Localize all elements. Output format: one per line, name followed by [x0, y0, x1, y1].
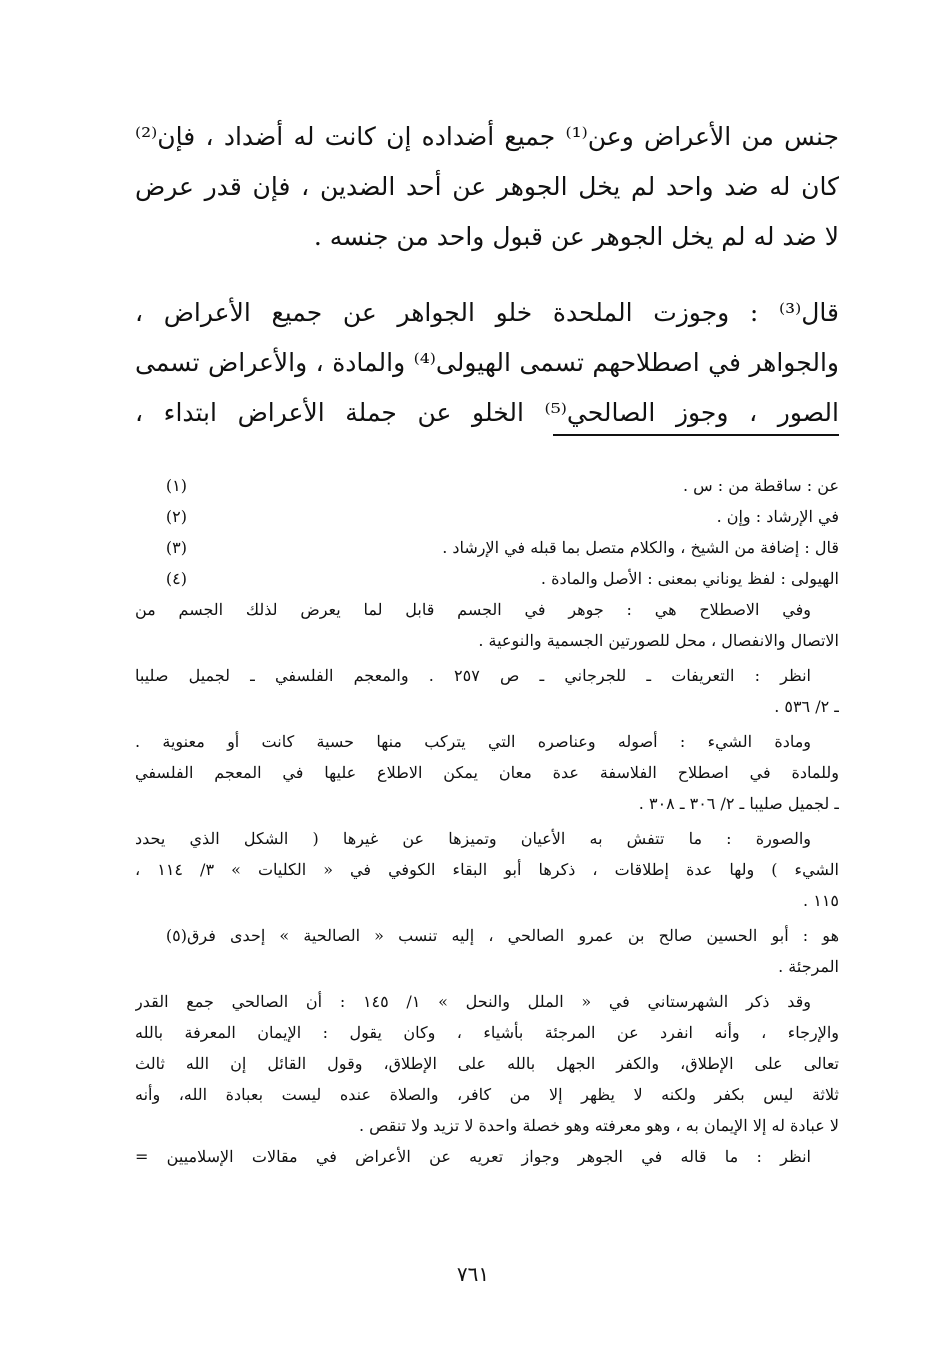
- footnote-4-paragraph: [135, 823, 839, 916]
- main-paragraph-1: [135, 112, 839, 262]
- footnote-text: في الإرشاد : وإن .: [716, 507, 839, 526]
- main-paragraph-2: [135, 288, 839, 438]
- footnote-line: ـ لجميل صليبا ـ ٢/ ٣٠٦ ـ ٣٠٨ .: [638, 794, 839, 813]
- footnote-separator: [553, 434, 839, 436]
- footnote-line: الشيء ) ولها عدة إطلاقات ، ذكرها أبو البقاء الكوفي في « الكليات » ٣/ ١١٤ ،: [135, 860, 839, 879]
- footnote-line: لا عبادة له إلا الإيمان به ، وهو معرفته وهو خصلة واحدة لا تزيد ولا تنقص .: [358, 1116, 839, 1135]
- footnote-number: (٣): [165, 538, 187, 557]
- main-text: [135, 112, 839, 438]
- footnote-line: المرجئة .: [778, 957, 839, 976]
- footnote-4-paragraph: [135, 660, 839, 722]
- footnote-number: (٢): [165, 507, 187, 526]
- footnote-number: (١): [165, 476, 187, 495]
- footnote-number: (٤): [165, 569, 187, 588]
- footnote-5-paragraph: [135, 1141, 839, 1172]
- footnote-text: [187, 920, 839, 982]
- footnote-line: والإرجاء ، وأنه انفرد عن المرجئة بأشياء ، وكان يقول : الإيمان المعرفة بالله: [135, 1023, 839, 1042]
- footnote-2: [135, 501, 839, 532]
- text-line: قال⁽³⁾ : وجوزت الملحدة خلو الجواهر عن جميع الأعراض ،: [135, 298, 839, 327]
- footnote-4-paragraph: [135, 594, 839, 656]
- footnote-5: [135, 920, 839, 982]
- footnote-line: انظر : التعريفات ـ للجرجاني ـ ص ٢٥٧ . والمعجم الفلسفي ـ لجميل صليبا: [135, 666, 812, 685]
- footnote-number: (٥): [165, 926, 187, 945]
- footnote-1: [135, 470, 839, 501]
- text-line: كان له ضد واحد لم يخل الجوهر عن أحد الضدين ، فإن قدر عرض: [135, 172, 839, 201]
- text-line: والجواهر في اصطلاحهم تسمى الهيولى⁽⁴⁾ والمادة ، والأعراض تسمى: [135, 348, 839, 377]
- footnote-text: قال : إضافة من الشيخ ، والكلام متصل بما قبله في الإرشاد .: [442, 538, 839, 557]
- footnote-line: ـ ٢/ ٥٣٦ .: [774, 697, 839, 716]
- footnote-line: ومادة الشيء : أصوله وعناصره التي يتركب منها حسية كانت أو معنوية .: [135, 732, 811, 751]
- text-line: الصور ، وجوز الصالحي⁽⁵⁾ الخلو عن جملة الأعراض ابتداء ،: [135, 398, 839, 427]
- footnote-3: [135, 532, 839, 563]
- footnote-line: الاتصال والانفصال ، محل للصورتين الجسمية والنوعية .: [478, 631, 839, 650]
- footnote-4-paragraph: [135, 726, 839, 819]
- footnote-line: تعالى على الإطلاق، والكفر الجهل بالله على الإطلاق، وقول القائل إن الله ثالث: [135, 1054, 839, 1073]
- footnote-line: وقد ذكر الشهرستاني في « الملل والنحل » ١/ ١٤٥ : أن الصالحي جمع القدر: [135, 992, 811, 1011]
- footnote-line: هو : أبو الحسين صالح بن عمرو الصالحي ، إليه تنسب « الصالحية » إحدى فرق: [187, 926, 839, 945]
- footnote-line: ١١٥ .: [803, 891, 839, 910]
- footnotes: [135, 470, 839, 1172]
- footnote-5-paragraph: [135, 986, 839, 1141]
- footnote-line: ثلاثة ليس بكفر ولكنه لا يظهر إلا من كافر، والصلاة عنده ليست بعبادة الله، وأنه: [135, 1085, 839, 1104]
- footnote-4: [135, 563, 839, 594]
- page-number: ٧٦١: [456, 1262, 490, 1286]
- footnote-text: الهيولى : لفظ يوناني بمعنى : الأصل والمادة .: [540, 569, 839, 588]
- text-line: جنس من الأعراض وعن⁽¹⁾ جميع أضداده إن كانت له أضداد ، فإن⁽²⁾: [135, 122, 839, 151]
- footnote-line: انظر : ما قاله في الجوهر وجواز تعريه عن الأعراض في مقالات الإسلاميين =: [135, 1147, 811, 1166]
- footnote-text: عن : ساقطة من : س .: [682, 476, 839, 495]
- footnote-line: والصورة : ما تتفش به الأعيان وتميزها عن غيرها ( الشكل الذي يحدد: [135, 829, 811, 848]
- footnote-line: وللمادة في اصطلاح الفلاسفة عدة معان يمكن الاطلاع عليها في المعجم الفلسفي: [135, 763, 839, 782]
- text-line: لا ضد له لم يخل الجوهر عن قبول واحد من جنسه .: [313, 222, 839, 251]
- footnote-line: وفي الاصطلاح هي : جوهر في الجسم قابل لما يعرض لذلك الجسم من: [135, 600, 811, 619]
